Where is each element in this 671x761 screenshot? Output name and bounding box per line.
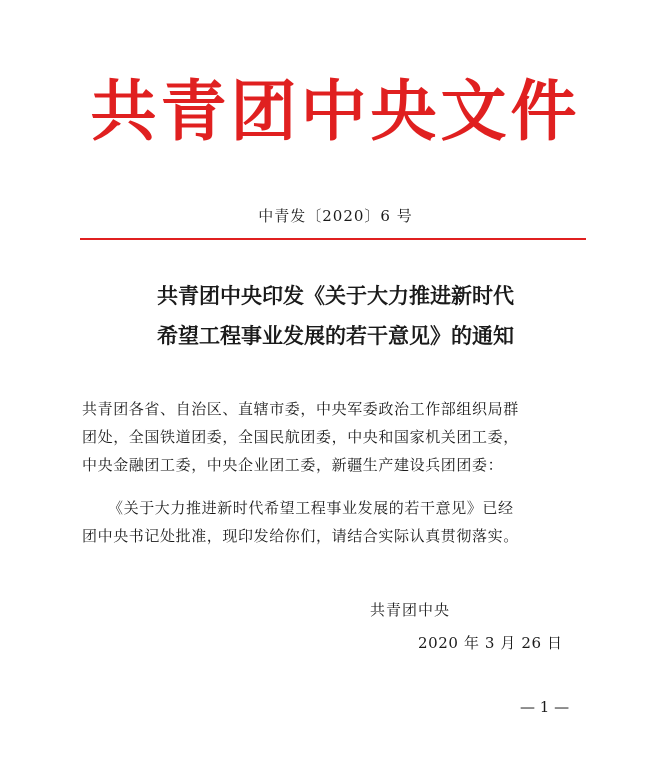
issue-date: 2020 年 3 月 26 日 [418, 634, 563, 652]
addressee-line: 团处，全国铁道团委，全国民航团委，中央和国家机关团工委， [82, 428, 519, 446]
issuer-signature: 共青团中央 [370, 601, 451, 619]
addressee-line: 中央金融团工委，中央企业团工委，新疆生产建设兵团团委： [82, 456, 504, 474]
notice-title-line-2: 希望工程事业发展的若干意见》的通知 [157, 323, 514, 348]
addressee-block [82, 395, 592, 479]
page-number: — 1 — [520, 698, 570, 716]
notice-title-line-1: 共青团中央印发《关于大力推进新时代 [157, 283, 514, 308]
body-paragraph [82, 494, 592, 550]
notice-title [0, 276, 671, 356]
red-divider-rule [80, 238, 586, 240]
document-number: 中青发〔2020〕6 号 [258, 207, 413, 225]
body-line: 团中央书记处批准，现印发给你们，请结合实际认真贯彻落实。 [82, 527, 519, 545]
masthead-title: 共青团中央文件 [90, 73, 581, 150]
addressee-line: 共青团各省、自治区、直辖市委，中央军委政治工作部组织局群 [82, 400, 519, 418]
body-line: 《关于大力推进新时代希望工程事业发展的若干意见》已经 [108, 499, 514, 517]
